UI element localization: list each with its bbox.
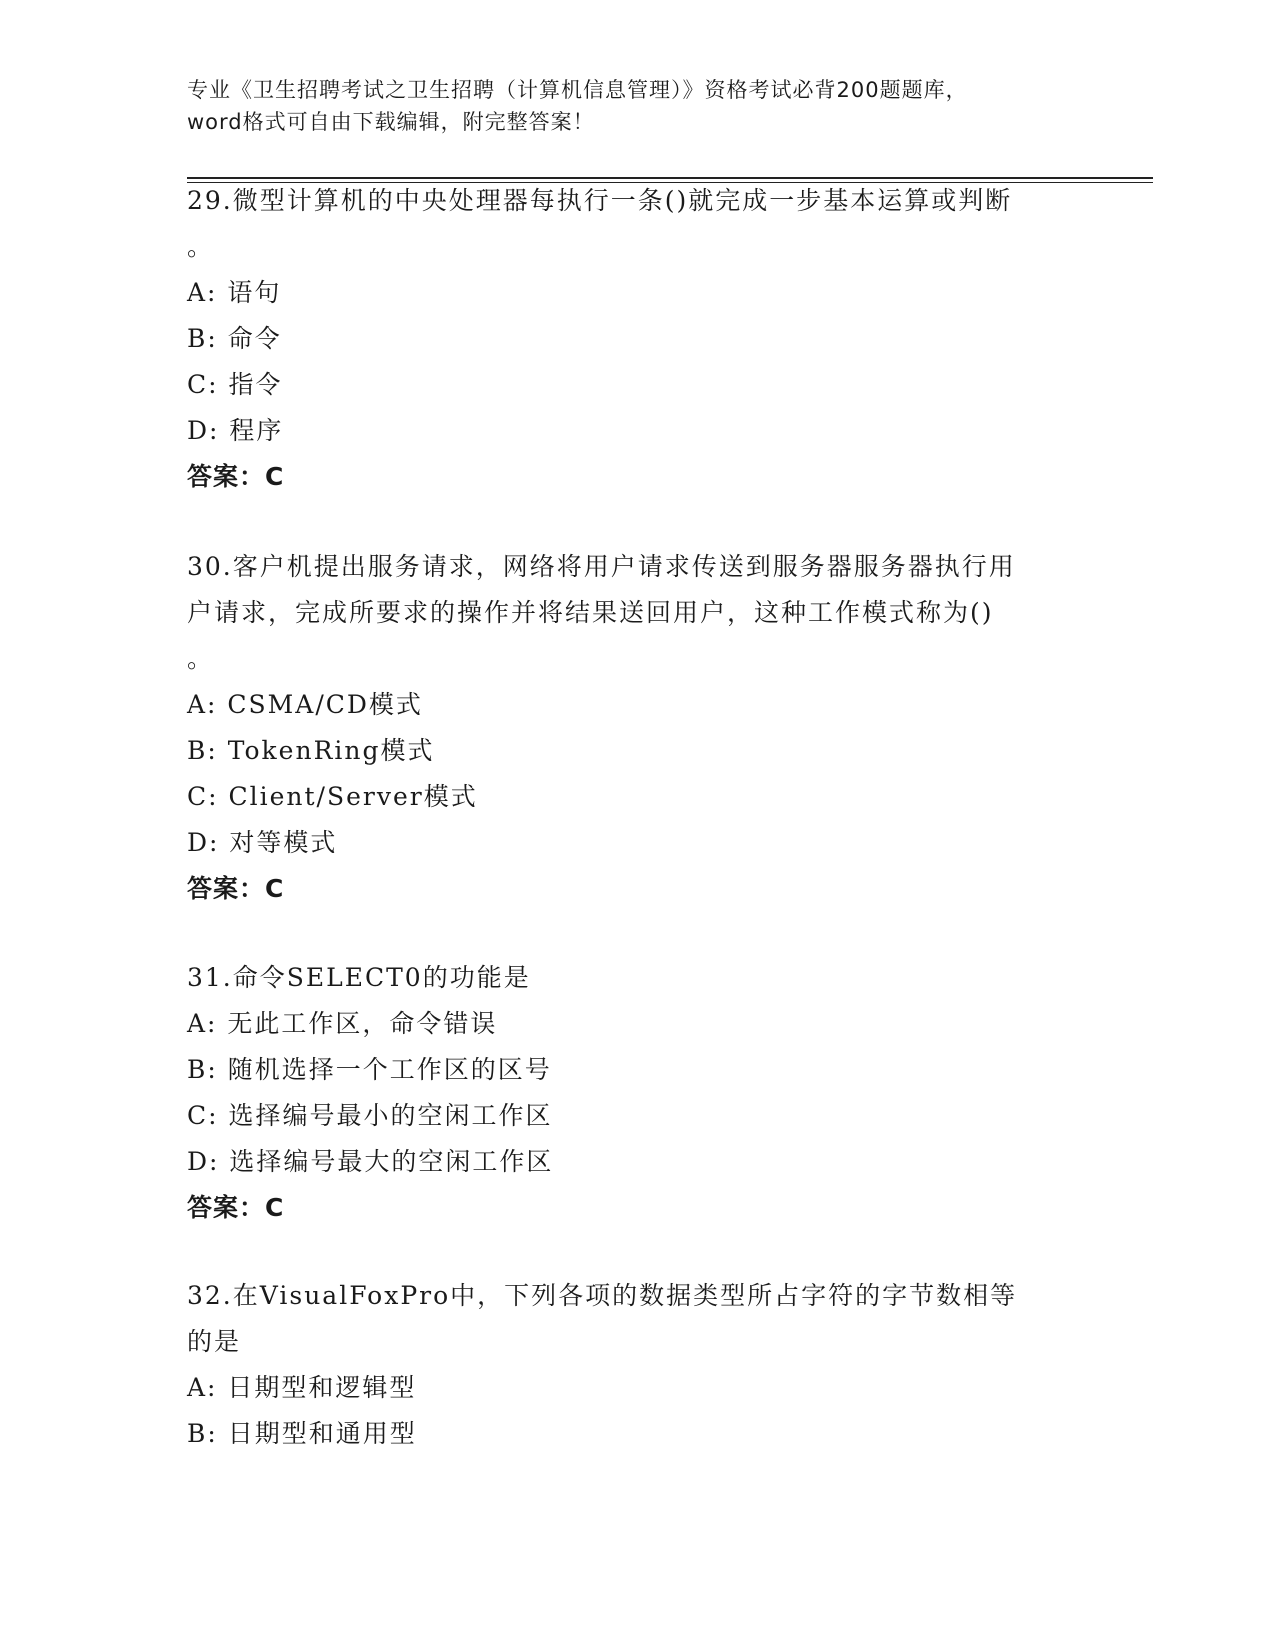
answer-line: 答案：C: [187, 1193, 285, 1222]
option-c: C: 选择编号最小的空闲工作区: [187, 1101, 553, 1130]
option-b: B: 随机选择一个工作区的区号: [187, 1055, 552, 1084]
option-d: D: 对等模式: [187, 828, 338, 857]
question-31: [187, 955, 1087, 1231]
answer-line: 答案：C: [187, 874, 285, 903]
question-stem-line: 。: [187, 644, 215, 673]
question-stem-line: 的是: [187, 1327, 242, 1356]
option-b: B: TokenRing模式: [187, 736, 435, 765]
option-a: A: 日期型和逻辑型: [187, 1373, 417, 1402]
question-stem-line: 29.微型计算机的中央处理器每执行一条()就完成一步基本运算或判断: [187, 186, 1013, 215]
answer-line: 答案：C: [187, 462, 285, 491]
header-line-2: word格式可自由下载编辑，附完整答案！: [187, 110, 595, 134]
question-30: [187, 544, 1087, 912]
option-a: A: 语句: [187, 278, 282, 307]
question-stem-line: 30.客户机提出服务请求，网络将用户请求传送到服务器服务器执行用: [187, 552, 1016, 581]
option-b: B: 命令: [187, 324, 282, 353]
question-stem-line: 户请求，完成所要求的操作并将结果送回用户，这种工作模式称为(): [187, 598, 994, 627]
document-header: [187, 74, 1087, 138]
option-a: A: 无此工作区，命令错误: [187, 1009, 498, 1038]
option-d: D: 选择编号最大的空闲工作区: [187, 1147, 554, 1176]
option-d: D: 程序: [187, 416, 284, 445]
question-29: [187, 178, 1087, 500]
option-b: B: 日期型和通用型: [187, 1419, 417, 1448]
header-line-1: 专业《卫生招聘考试之卫生招聘（计算机信息管理）》资格考试必背200题题库，: [187, 78, 968, 102]
question-stem-line: 32.在VisualFoxPro中，下列各项的数据类型所占字符的字节数相等: [187, 1281, 1018, 1310]
option-a: A: CSMA/CD模式: [187, 690, 423, 719]
question-stem-line: 。: [187, 232, 215, 261]
question-32: [187, 1273, 1087, 1457]
question-stem-line: 31.命令SELECT0的功能是: [187, 963, 531, 992]
option-c: C: 指令: [187, 370, 283, 399]
option-c: C: Client/Server模式: [187, 782, 478, 811]
